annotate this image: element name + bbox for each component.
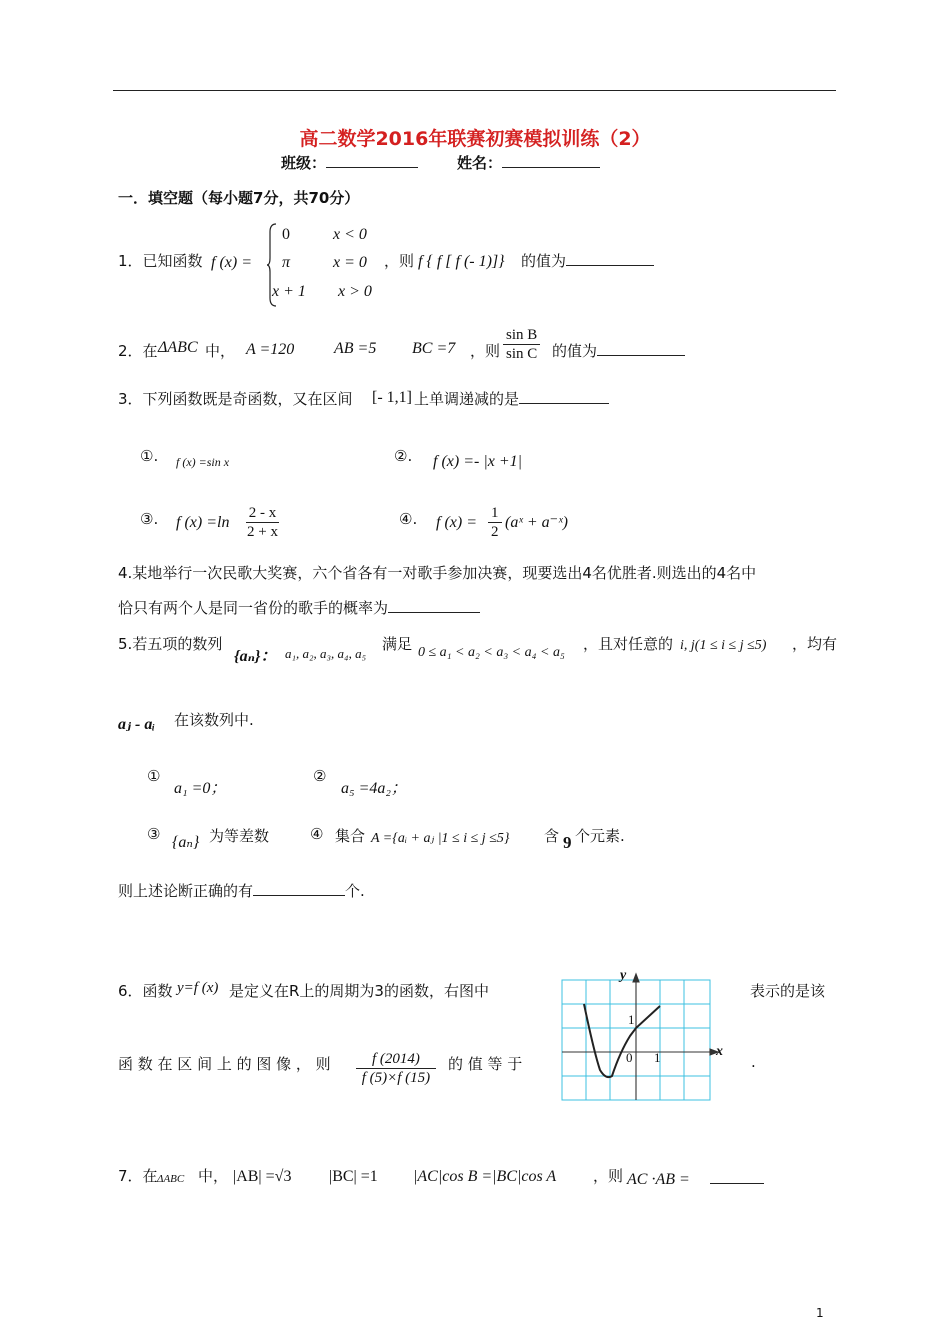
q1-case-2-val: x + 1 <box>272 283 306 300</box>
q5-item-2-expr: a₅ =4a₂； <box>341 780 407 797</box>
q2-ze: ，则 <box>470 342 501 360</box>
q2-lead <box>118 340 158 361</box>
q3-option-2-expr: f (x) =- |x +1| <box>433 453 523 470</box>
q2-answer-blank[interactable] <box>597 355 685 356</box>
q5-item-3-expr: {aₙ} <box>172 834 200 851</box>
q2-frac-num: sin B <box>503 326 540 345</box>
q5-conclusion-a: 则上述论断正确的有 <box>118 882 254 900</box>
graph-origin-label: 0 <box>626 1050 633 1065</box>
q5-item-4-mid: 含 <box>544 827 560 845</box>
q1-answer-blank[interactable] <box>566 265 654 266</box>
q6-line-1-b: 是定义在R上的周期为3的函数，右图中 <box>229 982 489 1000</box>
q5-lead <box>118 633 222 654</box>
q4-line-2 <box>118 597 480 618</box>
q5-item-4-nine: 9 <box>563 833 572 852</box>
q1-number: 1． <box>118 252 143 270</box>
q7-ze: ，则 <box>593 1167 624 1185</box>
q5-item-3-mark: ③ <box>147 825 161 843</box>
q3-option-3-pre: f (x) =ln <box>176 514 230 531</box>
q7-cond-3: |AC|cos B =|BC|cos A <box>413 1168 557 1185</box>
q1-tail-text: 的值为 <box>521 252 567 270</box>
q5-ij: i, j(1 ≤ i ≤ j ≤5) <box>680 638 767 653</box>
q3-option-4-mark: ④. <box>399 510 418 528</box>
graph-y-label: y <box>620 968 627 983</box>
class-label: 班级： <box>281 154 327 172</box>
q7-text: 在 <box>142 1167 158 1185</box>
q7-number: 7． <box>118 1167 143 1185</box>
q6-line-1-a: 6．函数 <box>118 982 173 1000</box>
q5-item-1-mark: ① <box>147 767 161 785</box>
q5-item-1-expr: a₁ =0； <box>174 780 227 797</box>
q5-conclusion <box>118 880 365 901</box>
page-number: 1 <box>816 1306 824 1320</box>
name-label: 姓名： <box>457 154 503 172</box>
q2-angle-a: A =120 <box>246 341 295 358</box>
class-blank[interactable] <box>326 167 418 168</box>
q2-fraction <box>503 326 540 363</box>
graph-curve <box>584 1004 660 1077</box>
q1-mid: ，则 <box>384 252 415 270</box>
graph-x-label: x <box>716 1044 723 1059</box>
q7-triangle: ΔABC <box>157 1173 185 1185</box>
q3-lead <box>118 388 353 409</box>
q1-case-1-cond: x = 0 <box>333 254 367 271</box>
q5-diff-tail: 在该数列中. <box>174 711 254 729</box>
q1-case-2-cond: x > 0 <box>338 283 372 300</box>
q3-option-3-fraction <box>244 504 281 541</box>
q6-line-1-c: 表示的是该 <box>750 982 826 1000</box>
q5-condition: 0 ≤ a₁ < a₂ < a₃ < a₄ < a₅ <box>418 645 565 660</box>
q4-line-1: 4.某地举行一次民歌大奖赛，六个省各有一对歌手参加决赛，现要选出4名优胜者.则选出的4名中 <box>118 564 757 582</box>
q4-line-2-text: 恰只有两个人是同一省份的歌手的概率为 <box>118 599 389 617</box>
q2-frac-den: sin C <box>506 346 538 362</box>
q5-terms: a₁, a₂, a₃, a₄, a₅ <box>285 646 367 661</box>
q3-opt3-num: 2 - x <box>246 504 280 523</box>
q5-diff-expr: aⱼ - aᵢ <box>118 716 156 733</box>
q7-cond-2: |BC| =1 <box>329 1168 378 1185</box>
q5-item-4-lead: 集合 <box>335 827 366 845</box>
q3-opt4-num: 1 <box>488 504 502 523</box>
q6-func: y=f (x) <box>177 980 219 996</box>
q7-zhong: 中， <box>198 1167 229 1185</box>
q3-answer-blank[interactable] <box>519 403 609 404</box>
q1-case-0-cond: x < 0 <box>333 226 367 243</box>
q5-tail: ，均有 <box>792 635 838 653</box>
q6-frac-den: f (5)×f (15) <box>361 1070 431 1086</box>
graph-y-tick: 1 <box>628 1012 635 1027</box>
q3-option-1-expr: f (x) =sin x <box>176 455 230 469</box>
q1-lead <box>118 250 203 271</box>
q1-case-0-val: 0 <box>282 226 290 243</box>
q7-lead <box>118 1165 158 1186</box>
q3-number: 3． <box>118 390 143 408</box>
q5-seq: {aₙ}： <box>234 648 277 665</box>
q3-option-1-mark: ①. <box>140 447 159 465</box>
q5-item-3-tail: 为等差数 <box>209 827 270 845</box>
q5-mid: ，且对任意的 <box>583 635 674 653</box>
section-heading: 一．填空题（每小题7分，共70分） <box>118 189 360 207</box>
q2-text: 在 <box>142 342 158 360</box>
name-blank[interactable] <box>502 167 600 168</box>
graph-axes <box>562 974 718 1100</box>
q3-text: 下列函数既是奇函数，又在区间 <box>142 390 353 408</box>
q5-number: 5. <box>118 635 133 653</box>
q3-interval: [- 1,1] <box>372 389 412 406</box>
q5-man: 满足 <box>382 635 413 653</box>
q3-tail <box>414 388 609 409</box>
q5-item-4-expr: A ={aᵢ + aⱼ |1 ≤ i ≤ j ≤5} <box>371 831 510 846</box>
q2-zhong: 中， <box>205 342 236 360</box>
q6-function-graph <box>560 972 730 1104</box>
q3-tail-text: 上单调递减的是 <box>414 390 520 408</box>
q7-expr: AC ·AB = <box>627 1171 690 1188</box>
page-title: 高二数学2016年联赛初赛模拟训练（2） <box>299 128 651 150</box>
q3-option-4-post: (aˣ + a⁻ˣ) <box>505 514 568 531</box>
q4-answer-blank[interactable] <box>388 612 480 613</box>
q3-option-3-mark: ③. <box>140 510 159 528</box>
q7-answer-blank[interactable] <box>710 1170 764 1184</box>
q6-fraction <box>356 1050 436 1087</box>
q1-fx: f (x) = <box>211 254 252 271</box>
header-rule <box>113 90 836 91</box>
q6-line-2-b: 的 值 等 于 <box>448 1055 523 1073</box>
q5-item-4-tail: 个元素. <box>575 827 625 845</box>
q2-bc: BC =7 <box>412 340 456 357</box>
name-field <box>457 152 600 173</box>
q7-cond-1: |AB| =√3 <box>233 1168 292 1185</box>
q5-item-2-mark: ② <box>313 767 327 785</box>
q3-opt4-den: 2 <box>491 524 499 540</box>
q3-option-4-fraction <box>488 504 502 541</box>
q1-case-1-val: π <box>282 254 291 271</box>
q5-conclusion-b: 个. <box>345 882 365 900</box>
q6-end: . <box>751 1053 756 1071</box>
q2-triangle: ΔABC <box>158 339 198 356</box>
q2-tail-text: 的值为 <box>552 342 598 360</box>
q2-number: 2． <box>118 342 143 360</box>
q1-expr: f { f [ f (- 1)]} <box>418 253 505 270</box>
graph-x-tick: 1 <box>654 1050 661 1065</box>
q5-item-4-mark: ④ <box>310 825 324 843</box>
q3-option-4-pre: f (x) = <box>436 514 477 531</box>
q6-frac-num: f (2014) <box>356 1050 436 1069</box>
q5-text: 若五项的数列 <box>132 635 223 653</box>
class-field <box>281 152 418 173</box>
q5-answer-blank[interactable] <box>253 895 345 896</box>
q3-option-2-mark: ②. <box>394 447 413 465</box>
q3-opt3-den: 2 + x <box>247 524 278 540</box>
q2-ab: AB =5 <box>334 340 377 357</box>
q1-text: 已知函数 <box>142 252 203 270</box>
q2-tail <box>552 340 685 361</box>
q6-line-2-a: 函 数 在 区 间 上 的 图 像 ， 则 <box>118 1055 331 1073</box>
q1-tail <box>521 250 654 271</box>
